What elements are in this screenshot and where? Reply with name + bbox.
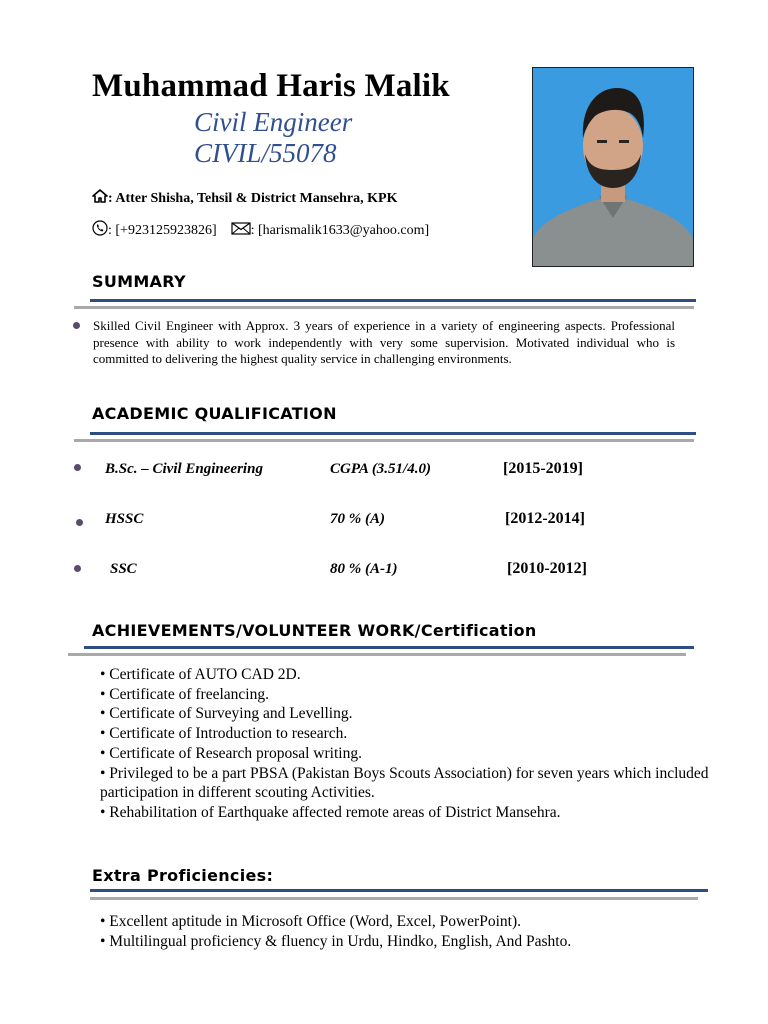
years-bsc: [2015-2019] <box>503 460 583 477</box>
address-text: : Atter Shisha, Tehsil & District Mansehra, KPK <box>108 190 398 206</box>
registration-number: CIVIL/55078 <box>194 138 337 168</box>
list-item: • Certificate of freelancing. <box>100 685 269 703</box>
extra-rule-dark <box>90 889 708 892</box>
list-item: • Privileged to be a part PBSA (Pakistan Boys Scouts Association) for seven years which included participation in different scouting Activities. <box>100 764 709 802</box>
phone-number[interactable]: : [+923125923826] <box>108 222 217 238</box>
achievements-list <box>100 665 710 823</box>
summary-rule-light <box>74 306 694 309</box>
list-item: • Multilingual proficiency & fluency in Urdu, Hindko, English, And Pashto. <box>100 933 572 950</box>
degree-hssc: HSSC <box>105 511 144 527</box>
academic-bullet <box>74 464 81 471</box>
profile-photo <box>532 67 694 267</box>
achievements-rule-dark <box>84 646 694 649</box>
extra-heading: Extra Proficiencies: <box>92 866 274 885</box>
portrait-illustration <box>533 68 693 266</box>
achievements-rule-light <box>68 653 686 656</box>
email-address[interactable]: : [harismalik1633@yahoo.com] <box>250 222 430 238</box>
list-item: • Excellent aptitude in Microsoft Office (Word, Excel, PowerPoint). <box>100 913 521 930</box>
achievements-heading: ACHIEVEMENTS/VOLUNTEER WORK/Certification <box>92 621 537 640</box>
academic-bullet <box>74 565 81 572</box>
academic-heading: ACADEMIC QUALIFICATION <box>92 404 337 423</box>
years-hssc: [2012-2014] <box>505 510 585 527</box>
home-icon <box>92 189 108 208</box>
summary-bullet <box>73 322 80 329</box>
academic-rule-light <box>74 439 694 442</box>
grade-hssc: 70 % (A) <box>330 511 385 527</box>
list-item: • Certificate of Research proposal writing. <box>100 744 362 762</box>
envelope-icon <box>231 222 251 240</box>
candidate-name: Muhammad Haris Malik <box>92 68 450 104</box>
extra-rule-light <box>90 897 698 900</box>
extra-list <box>100 912 571 952</box>
academic-rule-dark <box>90 432 696 435</box>
degree-ssc: SSC <box>110 561 137 577</box>
academic-bullet <box>76 519 83 526</box>
list-item: • Certificate of Surveying and Levelling. <box>100 705 353 723</box>
address-line <box>92 189 397 208</box>
summary-rule-dark <box>90 299 696 302</box>
years-ssc: [2010-2012] <box>507 560 587 577</box>
phone-icon <box>92 220 108 241</box>
summary-heading: SUMMARY <box>92 272 186 291</box>
list-item: • Certificate of AUTO CAD 2D. <box>100 666 301 683</box>
grade-bsc: CGPA (3.51/4.0) <box>330 461 431 477</box>
job-title: Civil Engineer <box>194 107 353 137</box>
grade-ssc: 80 % (A-1) <box>330 561 398 577</box>
list-item: • Rehabilitation of Earthquake affected remote areas of District Mansehra. <box>100 803 561 821</box>
contact-line <box>92 220 429 241</box>
degree-bsc: B.Sc. – Civil Engineering <box>105 461 263 477</box>
summary-text: Skilled Civil Engineer with Approx. 3 years of experience in a variety of engineering aspects. Professional presence with ability to work independently with very some supervision. Motivated individual who is committed to delivering the highest quality service in challenging environments. <box>93 318 675 366</box>
list-item: • Certificate of Introduction to research. <box>100 725 348 743</box>
